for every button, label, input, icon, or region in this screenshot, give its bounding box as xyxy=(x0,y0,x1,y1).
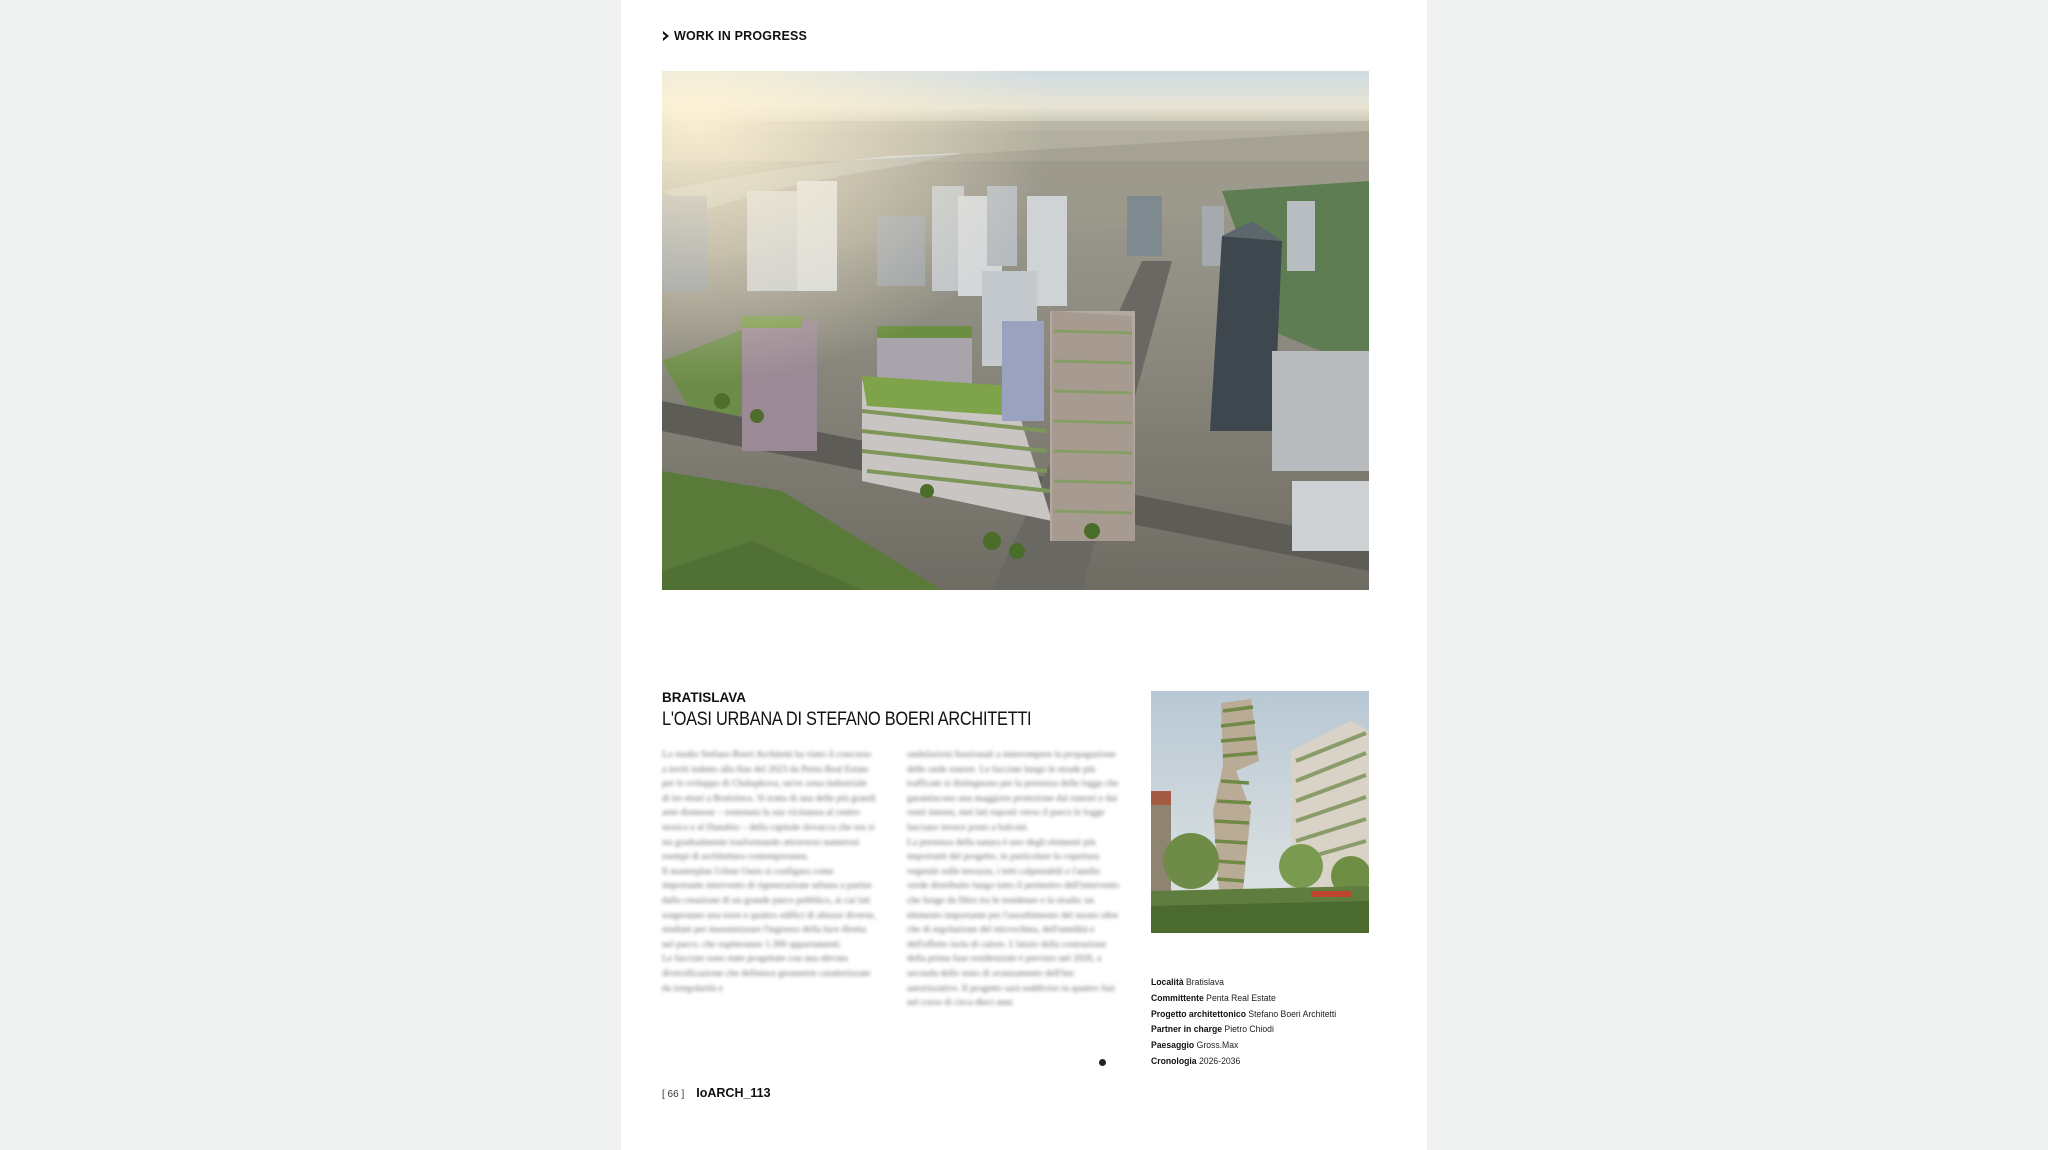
chevron-right-icon xyxy=(662,31,670,41)
credit-row xyxy=(1151,1054,1358,1070)
magazine-name: IoARCH_113 xyxy=(696,1086,771,1100)
credit-value: Pietro Chiodi xyxy=(1224,1024,1274,1036)
body-paragraph: ondulazioni funzionali a interrompere la propagazione delle onde sonore. Le facciate lungo le strade più trafficate si distinguono per la presenza delle logge che garantiscono una maggiore protezione dai rumori e dai venti intensi, mei lati esposti verso il parco le logge lasciano invece posto a balconi. xyxy=(907,749,1119,833)
end-of-article-mark xyxy=(1099,1059,1106,1066)
credit-key: Località xyxy=(1151,977,1184,988)
article-headline: L'OASI URBANA DI STEFANO BOERI ARCHITETTI xyxy=(662,709,1032,730)
credit-key: Cronologia xyxy=(1151,1055,1197,1067)
page-footer xyxy=(662,1086,771,1100)
article-body-column-1 xyxy=(662,748,876,996)
article-body-column-2 xyxy=(907,748,1121,1011)
credit-key: Partner in charge xyxy=(1151,1024,1223,1036)
body-paragraph: La presenza della natura è uno degli elementi più importanti del progetto, in particolare la copertura vegetale sulle terrazze, i tetti calpestabili e l'anello verde distribuito lungo tutto il perimetro dell'intervento che funge da filtro tra le residenze e la strada: un elemento importante per l'assorbimento del suono oltre che di regolazione del microclima, dell'umidità e dell'effetto isola di calore. L'inizio della costruzione della prima fase residenziale è previsto nel 2026, a seconda dello stato di avanzamento dell'iter autorizzativo. Il progetto sarà suddiviso in quattro fasi nel corso di circa dieci anni xyxy=(907,836,1120,1009)
credit-row xyxy=(1151,1007,1358,1023)
project-credits xyxy=(1151,975,1381,1070)
hero-aerial-image xyxy=(662,71,1369,590)
credit-key: Committente xyxy=(1151,992,1204,1004)
credit-value: Penta Real Estate xyxy=(1206,992,1276,1004)
body-paragraph: Il masterplan Urban Oasis si configura come importante intervento di rigenerazione urbana a partire dalla creazione di un grande parco pubblico, ai cui lati sorgeranno una torre e quattro edifici di altezze diverse, studiate per massimizzare l'ingresso della luce diretta nel parco, che ospiteranno 1.300 appartamenti. xyxy=(662,865,876,950)
credit-value: Bratislava xyxy=(1186,977,1224,988)
credit-row xyxy=(1151,1038,1358,1054)
credit-value: 2026-2036 xyxy=(1198,1055,1241,1067)
credit-row xyxy=(1151,1022,1358,1038)
credit-value: Gross.Max xyxy=(1196,1040,1239,1052)
article-kicker: BRATISLAVA xyxy=(662,690,746,705)
body-paragraph: Lo studio Stefano Boeri Architetti ha vinto il concorso a inviti indetto alla fine del 2023 da Penta Real Estate per lo sviluppo di Chalupkova, un'ex zona industriale di tre ettari a Bratislava. Si tratta di una delle più grandi aree dismesse – sostenuta la sua vicinanza al centro storico e al Danubio – della capitale slovacca che ora si sta gradualmente trasformando attraverso numerosi esempi di architettura contemporanea. xyxy=(662,749,876,863)
section-label xyxy=(662,29,807,43)
credit-value: Stefano Boeri Architetti xyxy=(1248,1008,1337,1020)
magazine-page xyxy=(621,0,1427,1150)
credit-row xyxy=(1151,991,1358,1007)
tower-render-image xyxy=(1151,691,1369,933)
credit-key: Progetto architettonico xyxy=(1151,1008,1246,1020)
body-paragraph: Le facciate sono state progettate con una elevata diversificazione che definisce geometrie caratterizzate da irregolarità e xyxy=(662,953,871,994)
credit-key: Paesaggio xyxy=(1151,1040,1195,1052)
section-label-text: WORK IN PROGRESS xyxy=(674,29,808,43)
page-number: [ 66 ] xyxy=(662,1089,685,1100)
credit-row xyxy=(1151,975,1358,991)
